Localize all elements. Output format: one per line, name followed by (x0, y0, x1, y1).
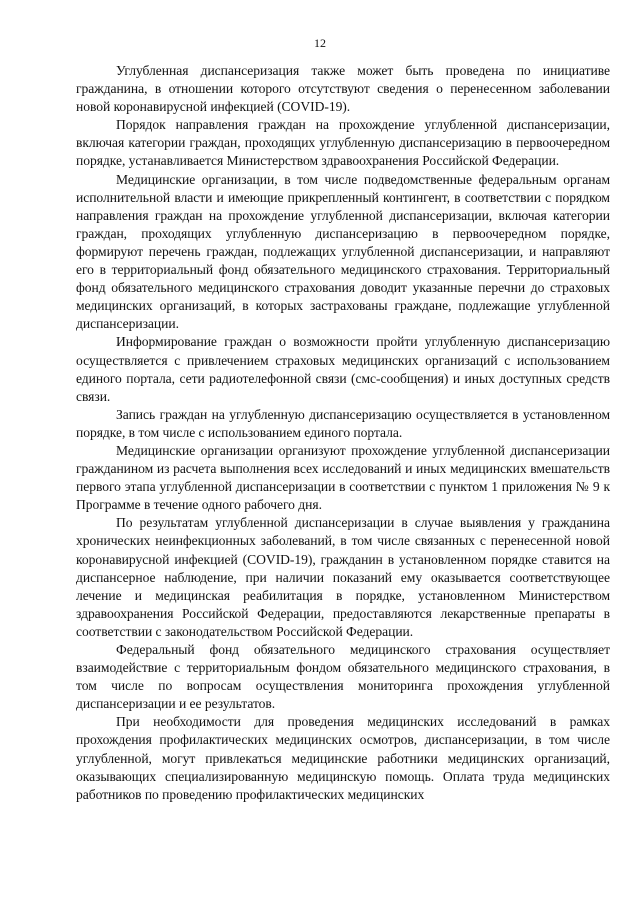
paragraph-referral-procedure: Порядок направления граждан на прохождение углубленной диспансеризации, включая категории граждан, проходящих углубленную диспансеризацию в первоочередном порядке, устанавливается Министерством здравоохранения Российской Федерации. (76, 117, 610, 169)
paragraph-results-follow-up: По результатам углубленной диспансеризации в случае выявления у гражданина хронических неинфекционных заболеваний, в том числе связанных с перенесенной новой коронавирусной инфекцией (COVID-19), гражданин в установленном порядке ставится на диспансерное наблюдение, при наличии показаний ему оказывается соответствующее лечение и медицинская реабилитация в порядке, установленном Министерством здравоохранения Российской Федерации, предоставляются лекарственные препараты в соответствии с законодательством Российской Федерации. (76, 515, 610, 639)
paragraph-one-day-first-stage: Медицинские организации организуют прохождение углубленной диспансеризации гражданином из расчета выполнения всех исследований и иных медицинских вмешательств первого этапа углубленной диспансеризации в соответствии с пунктом 1 приложения № 9 к Программе в течение одного рабочего дня. (76, 442, 610, 513)
paragraph-appointment-registration: Запись граждан на углубленную диспансеризацию осуществляется в установленном порядке, в том числе с использованием единого портала. (76, 406, 610, 440)
paragraph-specialist-involvement: При необходимости для проведения медицинских исследований в рамках прохождения профилактических медицинских осмотров, диспансеризации, в том числе углубленной, могут привлекаться медицинские работники медицинских организаций, оказывающих специализированную медицинскую помощь. Оплата труда медицинских работников по проведению профилактических медицинских (76, 714, 610, 802)
paragraph-medical-organizations-lists: Медицинские организации, в том числе подведомственные федеральным органам исполнительной власти и имеющие прикрепленный контингент, в соответствии с порядком направления граждан на прохождение углубленной диспансеризации, включая категории граждан, проходящих углубленную диспансеризацию в первоочередном порядке, формируют перечень граждан, подлежащих углубленной диспансеризации, и направляют его в территориальный фонд обязательного медицинского страхования. Территориальный фонд обязательного медицинского страхования доводит указанные перечни до страховых медицинских организаций, в которых застрахованы граждане, подлежащие углубленной диспансеризации. (76, 171, 610, 332)
page-number: 12 (314, 36, 326, 50)
paragraph-advanced-exam-initiative: Углубленная диспансеризация также может быть проведена по инициативе гражданина, в отношении которого отсутствуют сведения о перенесенном заболевании новой коронавирусной инфекцией (COVID-19). (76, 63, 610, 115)
document-body (76, 62, 610, 804)
paragraph-federal-fund-interaction: Федеральный фонд обязательного медицинского страхования осуществляет взаимодействие с территориальным фондом обязательного медицинского страхования, в том числе по вопросам осуществления мониторинга прохождения углубленной диспансеризации и ее результатов. (76, 642, 610, 712)
paragraph-informing-citizens: Информирование граждан о возможности пройти углубленную диспансеризацию осуществляется с привлечением страховых медицинских организаций с использованием единого портала, сети радиотелефонной связи (смс-сообщения) и иных доступных средств связи. (76, 334, 610, 404)
